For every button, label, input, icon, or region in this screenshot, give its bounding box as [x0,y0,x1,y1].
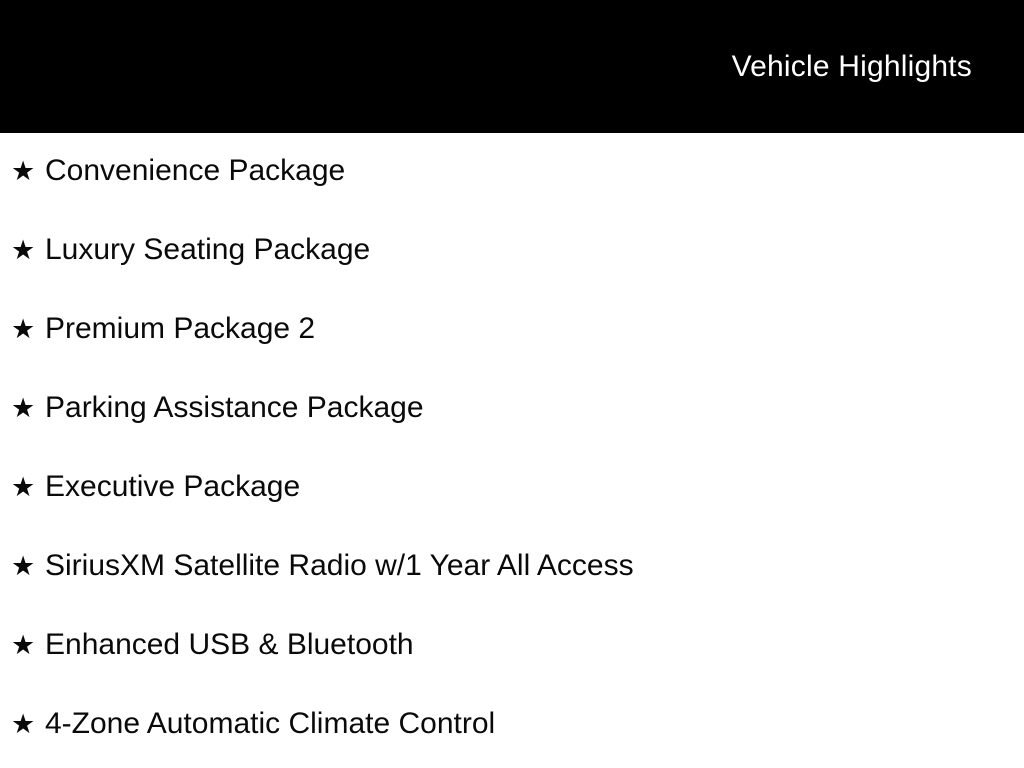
star-icon: ★ [11,471,36,502]
header-bar [0,0,1024,133]
list-item [11,231,1024,269]
highlight-label: Executive Package [45,470,301,503]
star-icon: ★ [11,313,36,344]
list-item [11,468,1024,506]
highlight-label: Luxury Seating Package [45,233,371,266]
list-item [11,389,1024,427]
list-item [11,152,1024,190]
star-icon: ★ [11,629,36,660]
highlight-label: Enhanced USB & Bluetooth [45,628,414,661]
star-icon: ★ [11,234,36,265]
highlight-label: Convenience Package [45,154,346,187]
highlight-label: Premium Package 2 [45,312,316,345]
list-item [11,547,1024,585]
highlight-label: SiriusXM Satellite Radio w/1 Year All Access [45,549,634,582]
page-title: Vehicle Highlights [731,49,972,83]
star-icon: ★ [11,155,36,186]
list-item [11,705,1024,743]
star-icon: ★ [11,392,36,423]
highlights-list [0,133,1024,743]
star-icon: ★ [11,550,36,581]
list-item [11,310,1024,348]
star-icon: ★ [11,708,36,739]
highlight-label: 4-Zone Automatic Climate Control [45,707,496,740]
highlight-label: Parking Assistance Package [45,391,424,424]
list-item [11,626,1024,664]
